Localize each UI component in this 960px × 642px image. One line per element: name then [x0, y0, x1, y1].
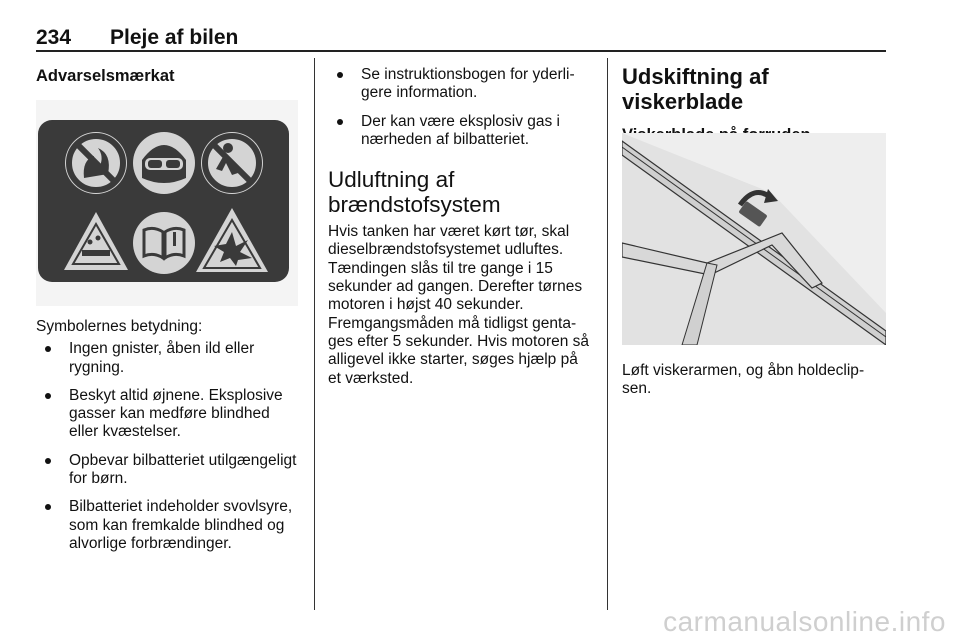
bullet-icon [45, 346, 51, 352]
section-heading-line2: brændstofsystem [328, 192, 501, 218]
column-2 [328, 66, 593, 388]
watermark: carmanualsonline.info [663, 606, 946, 637]
page-title: Pleje af bilen [110, 26, 239, 49]
section-heading: Advarselsmærkat [36, 67, 175, 85]
section-heading: Udskiftning af viskerblade [622, 64, 769, 114]
body-paragraph: Hvis tanken har været kørt tør, skal dieselbrændstofsystemet udluftes. Tændingen slås til tre gange i 15 sekunder ad gangen. Derefter tørnes motoren i højst 40 sekunder. Fremgangsmåden må tidligst gentages efter 5 sekunder. Hvis motoren så alligevel ikke starter, søges hjælp på et værksted. [328, 223, 590, 387]
eye-protection-icon [133, 132, 195, 194]
bullet-icon [45, 393, 51, 399]
column-1 [36, 58, 298, 85]
caption-section [622, 362, 886, 399]
list-item: Bilbatteriet indeholder svovlsyre, som kan fremkalde blindhed og alvorlige forbrændinger. [36, 498, 298, 553]
page-number: 234 [36, 26, 72, 49]
list-item: Se instruktionsbogen for yderligere information. [328, 66, 593, 103]
bullet-icon [45, 458, 51, 464]
list-item: Beskyt altid øjnene. Eksplosive gasser kan medføre blindhed eller kvæstelser. [36, 387, 298, 442]
symbols-list-section [36, 318, 298, 563]
bullet-icon [45, 504, 51, 510]
list-item: Der kan være eksplosiv gas i nærheden af bilbatteriet. [328, 113, 593, 150]
column-divider [314, 58, 315, 610]
figure-caption: Løft viskerarmen, og åbn holdeclipsen. [622, 362, 865, 398]
column-divider [607, 58, 608, 610]
bullet-icon [337, 72, 343, 78]
symbols-intro: Symbolernes betydning: [36, 318, 203, 335]
keep-away-children-icon [201, 132, 263, 194]
wiper-blade-illustration [622, 133, 886, 345]
bullet-icon [337, 119, 343, 125]
no-fire-icon [65, 132, 127, 194]
page-header [36, 26, 886, 50]
symbols-bullet-list [36, 340, 298, 553]
read-manual-icon [133, 212, 195, 274]
section-heading-line1: Udluftning af [328, 167, 455, 193]
list-item: Opbevar bilbatteriet utilgængeligt for børn. [36, 452, 298, 489]
wiper-blade-figure [622, 133, 886, 345]
info-bullet-list [328, 66, 593, 149]
warning-label-figure [36, 100, 298, 306]
header-rule [36, 50, 886, 52]
list-item: Ingen gnister, åben ild eller rygning. [36, 340, 298, 377]
warning-label-illustration [36, 100, 298, 306]
